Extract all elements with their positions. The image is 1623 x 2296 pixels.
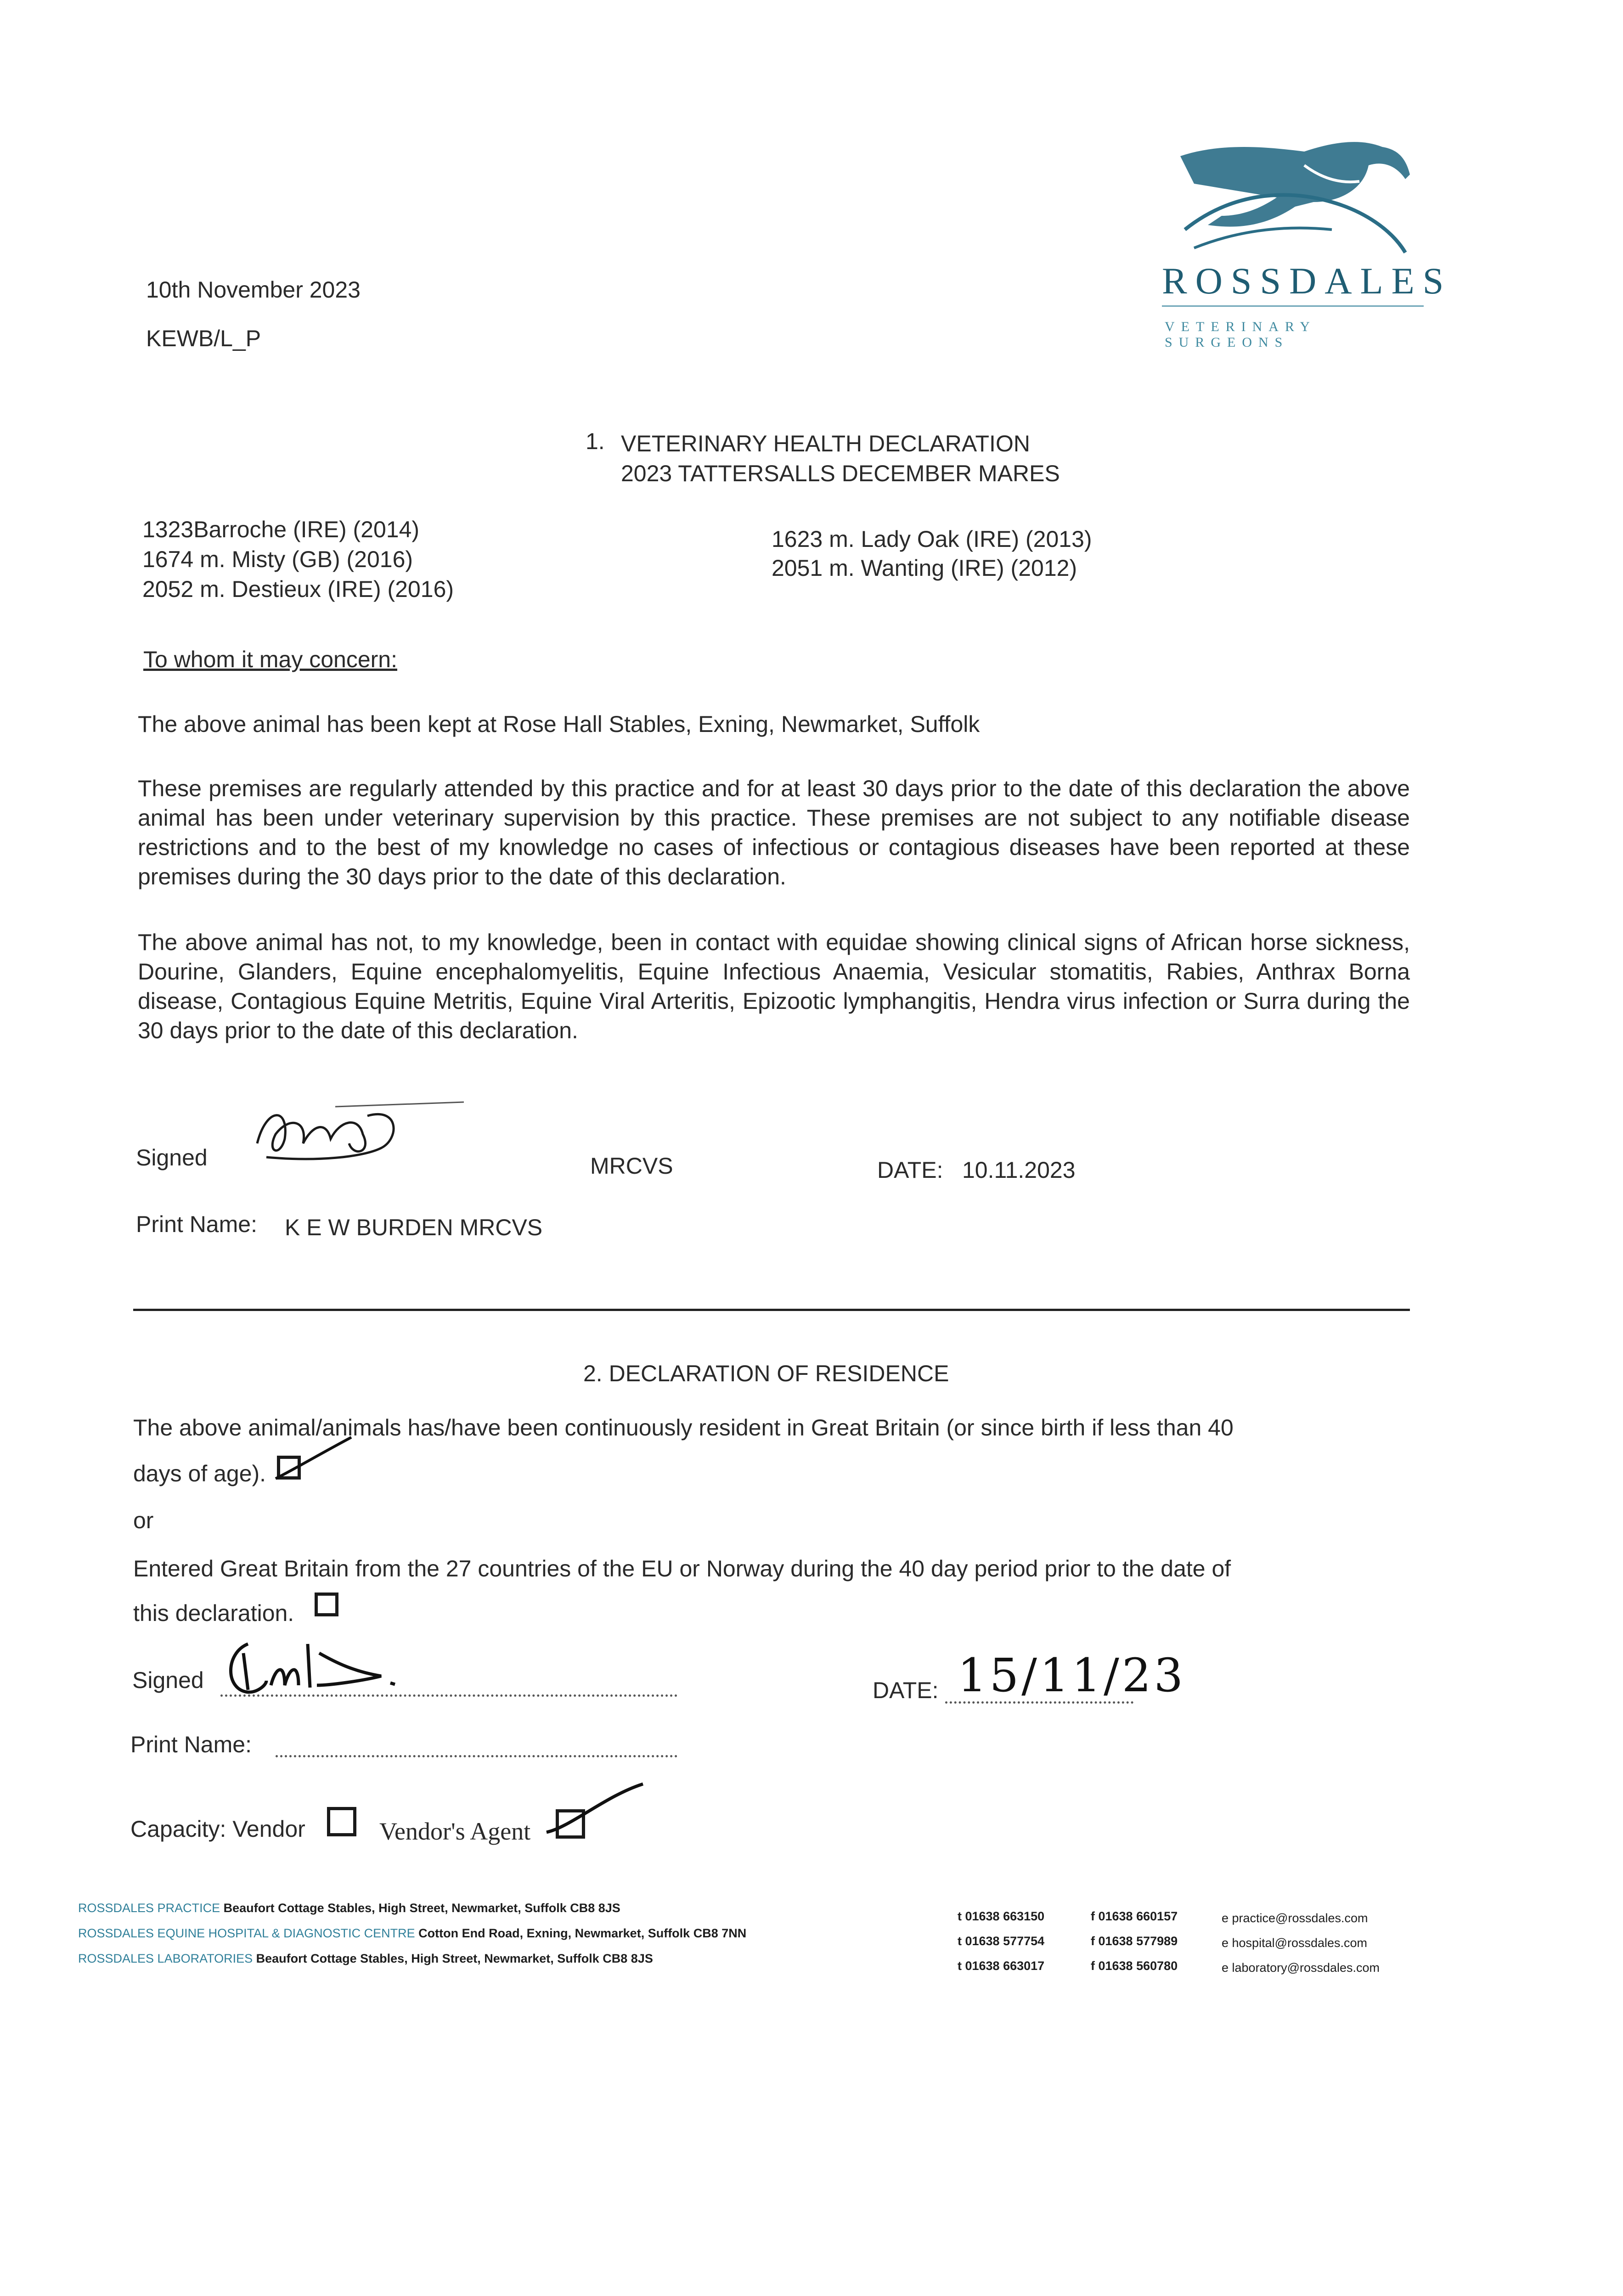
seller-print-name-label: Print Name: <box>130 1732 252 1757</box>
animal-item: 1623 m. Lady Oak (IRE) (2013) <box>772 526 1092 552</box>
residence-option1-line1: The above animal/animals has/have been continuously resident in Great Britain (or since birth if less than 40 <box>133 1415 1234 1441</box>
footer-address-row <box>78 1952 653 1966</box>
paragraph-supervision <box>138 774 1410 891</box>
residence-option2-line1: Entered Great Britain from the 27 countries of the EU or Norway during the 40 day period prior to the date of <box>133 1556 1231 1581</box>
or-label: or <box>133 1508 154 1533</box>
vet-print-name-value: K E W BURDEN MRCVS <box>285 1215 543 1240</box>
paragraph-text: The above animal has been kept at Rose Hall Stables, Exning, Newmarket, Suffolk <box>138 711 980 737</box>
checkmark-icon <box>266 1433 358 1483</box>
footer-address: Beaufort Cottage Stables, High Street, Newmarket, Suffolk CB8 8JS <box>256 1952 653 1965</box>
footer-address: Beaufort Cottage Stables, High Street, Newmarket, Suffolk CB8 8JS <box>223 1901 620 1915</box>
vendor-checkbox[interactable] <box>327 1807 356 1836</box>
logo-underline <box>1162 305 1424 307</box>
section1-title: VETERINARY HEALTH DECLARATION <box>621 431 1030 456</box>
footer-address: Cotton End Road, Exning, Newmarket, Suffolk CB8 7NN <box>418 1926 747 1940</box>
footer-fax: f 01638 660157 <box>1091 1909 1178 1923</box>
footer-email[interactable]: e laboratory@rossdales.com <box>1222 1961 1380 1975</box>
paragraph-text: These premises are regularly attended by this practice and for at least 30 days prior to the date of this declaration the above animal has been under veterinary supervision by this practice. These premises are not subject to any notifiable disease restrictions and to the best of my knowledge no cases of infectious or contagious diseases have been reported at these premises during the 30 days prior to the date of this declaration. <box>138 776 1410 889</box>
capacity-label: Capacity: Vendor <box>130 1816 305 1842</box>
footer-org: ROSSDALES LABORATORIES <box>78 1952 253 1965</box>
residence-option1-line2: days of age). <box>133 1461 266 1486</box>
logo-tagline: VETERINARY SURGEONS <box>1165 319 1316 350</box>
vet-signature <box>248 1088 468 1180</box>
mrcvs-label: MRCVS <box>590 1153 673 1179</box>
paragraph-contact <box>138 928 1410 1045</box>
footer-email[interactable]: e practice@rossdales.com <box>1222 1911 1368 1925</box>
residence-option2-checkbox[interactable] <box>315 1593 338 1616</box>
animal-item: 1323Barroche (IRE) (2014) <box>142 517 420 542</box>
letter-date: 10th November 2023 <box>146 277 361 303</box>
salutation: To whom it may concern: <box>143 647 397 672</box>
paragraph-premises <box>138 709 1410 739</box>
rossdales-logo <box>1148 138 1452 350</box>
footer-address-row <box>78 1901 620 1915</box>
seller-print-name-line[interactable] <box>276 1755 677 1757</box>
footer-email[interactable]: e hospital@rossdales.com <box>1222 1936 1368 1950</box>
footer-address-row <box>78 1926 746 1941</box>
vet-date-label: DATE: <box>877 1157 943 1183</box>
footer-org: ROSSDALES EQUINE HOSPITAL & DIAGNOSTIC CENTRE <box>78 1926 415 1940</box>
paragraph-text: The above animal has not, to my knowledge, been in contact with equidae showing clinical signs of African horse sickness, Dourine, Glanders, Equine encephalomyelitis, Equine Infectious Anaemia, Vesicular stomatitis, Rabies, Anthrax Borna disease, Contagious Equine Metritis, Equine Viral Arteritis, Epizootic lymphangitis, Hendra virus infection or Surra during the 30 days prior to the date of this declaration. <box>138 929 1410 1043</box>
vet-print-name-label: Print Name: <box>136 1211 257 1237</box>
animal-item: 2052 m. Destieux (IRE) (2016) <box>142 576 454 602</box>
footer-phone: t 01638 663017 <box>958 1959 1045 1973</box>
footer-phone: t 01638 577754 <box>958 1934 1045 1948</box>
seller-signed-label: Signed <box>132 1667 204 1693</box>
reference: KEWB/L_P <box>146 326 261 351</box>
section1-subtitle: 2023 TATTERSALLS DECEMBER MARES <box>621 461 1060 486</box>
residence-option2-line2: this declaration. <box>133 1600 294 1626</box>
animal-item: 2051 m. Wanting (IRE) (2012) <box>772 555 1077 581</box>
section2-title: 2. DECLARATION OF RESIDENCE <box>583 1361 949 1386</box>
seller-signature <box>216 1635 510 1704</box>
seller-date-value: 15/11/23 <box>958 1649 1186 1702</box>
footer-fax: f 01638 577989 <box>1091 1934 1178 1948</box>
footer-phone: t 01638 663150 <box>958 1909 1045 1923</box>
footer-org: ROSSDALES PRACTICE <box>78 1901 220 1915</box>
seller-date-label: DATE: <box>873 1677 939 1703</box>
vet-signed-label: Signed <box>136 1145 208 1171</box>
footer-fax: f 01638 560780 <box>1091 1959 1178 1973</box>
vendors-agent-label: Vendor's Agent <box>379 1818 531 1845</box>
section-divider <box>133 1309 1410 1311</box>
checkmark-icon <box>537 1777 648 1841</box>
animal-item: 1674 m. Misty (GB) (2016) <box>142 546 413 572</box>
horse-logo-icon <box>1167 138 1424 257</box>
section1-number: 1. <box>586 428 605 454</box>
vet-date-value: 10.11.2023 <box>962 1157 1076 1183</box>
logo-wordmark: ROSSDALES <box>1162 260 1452 302</box>
